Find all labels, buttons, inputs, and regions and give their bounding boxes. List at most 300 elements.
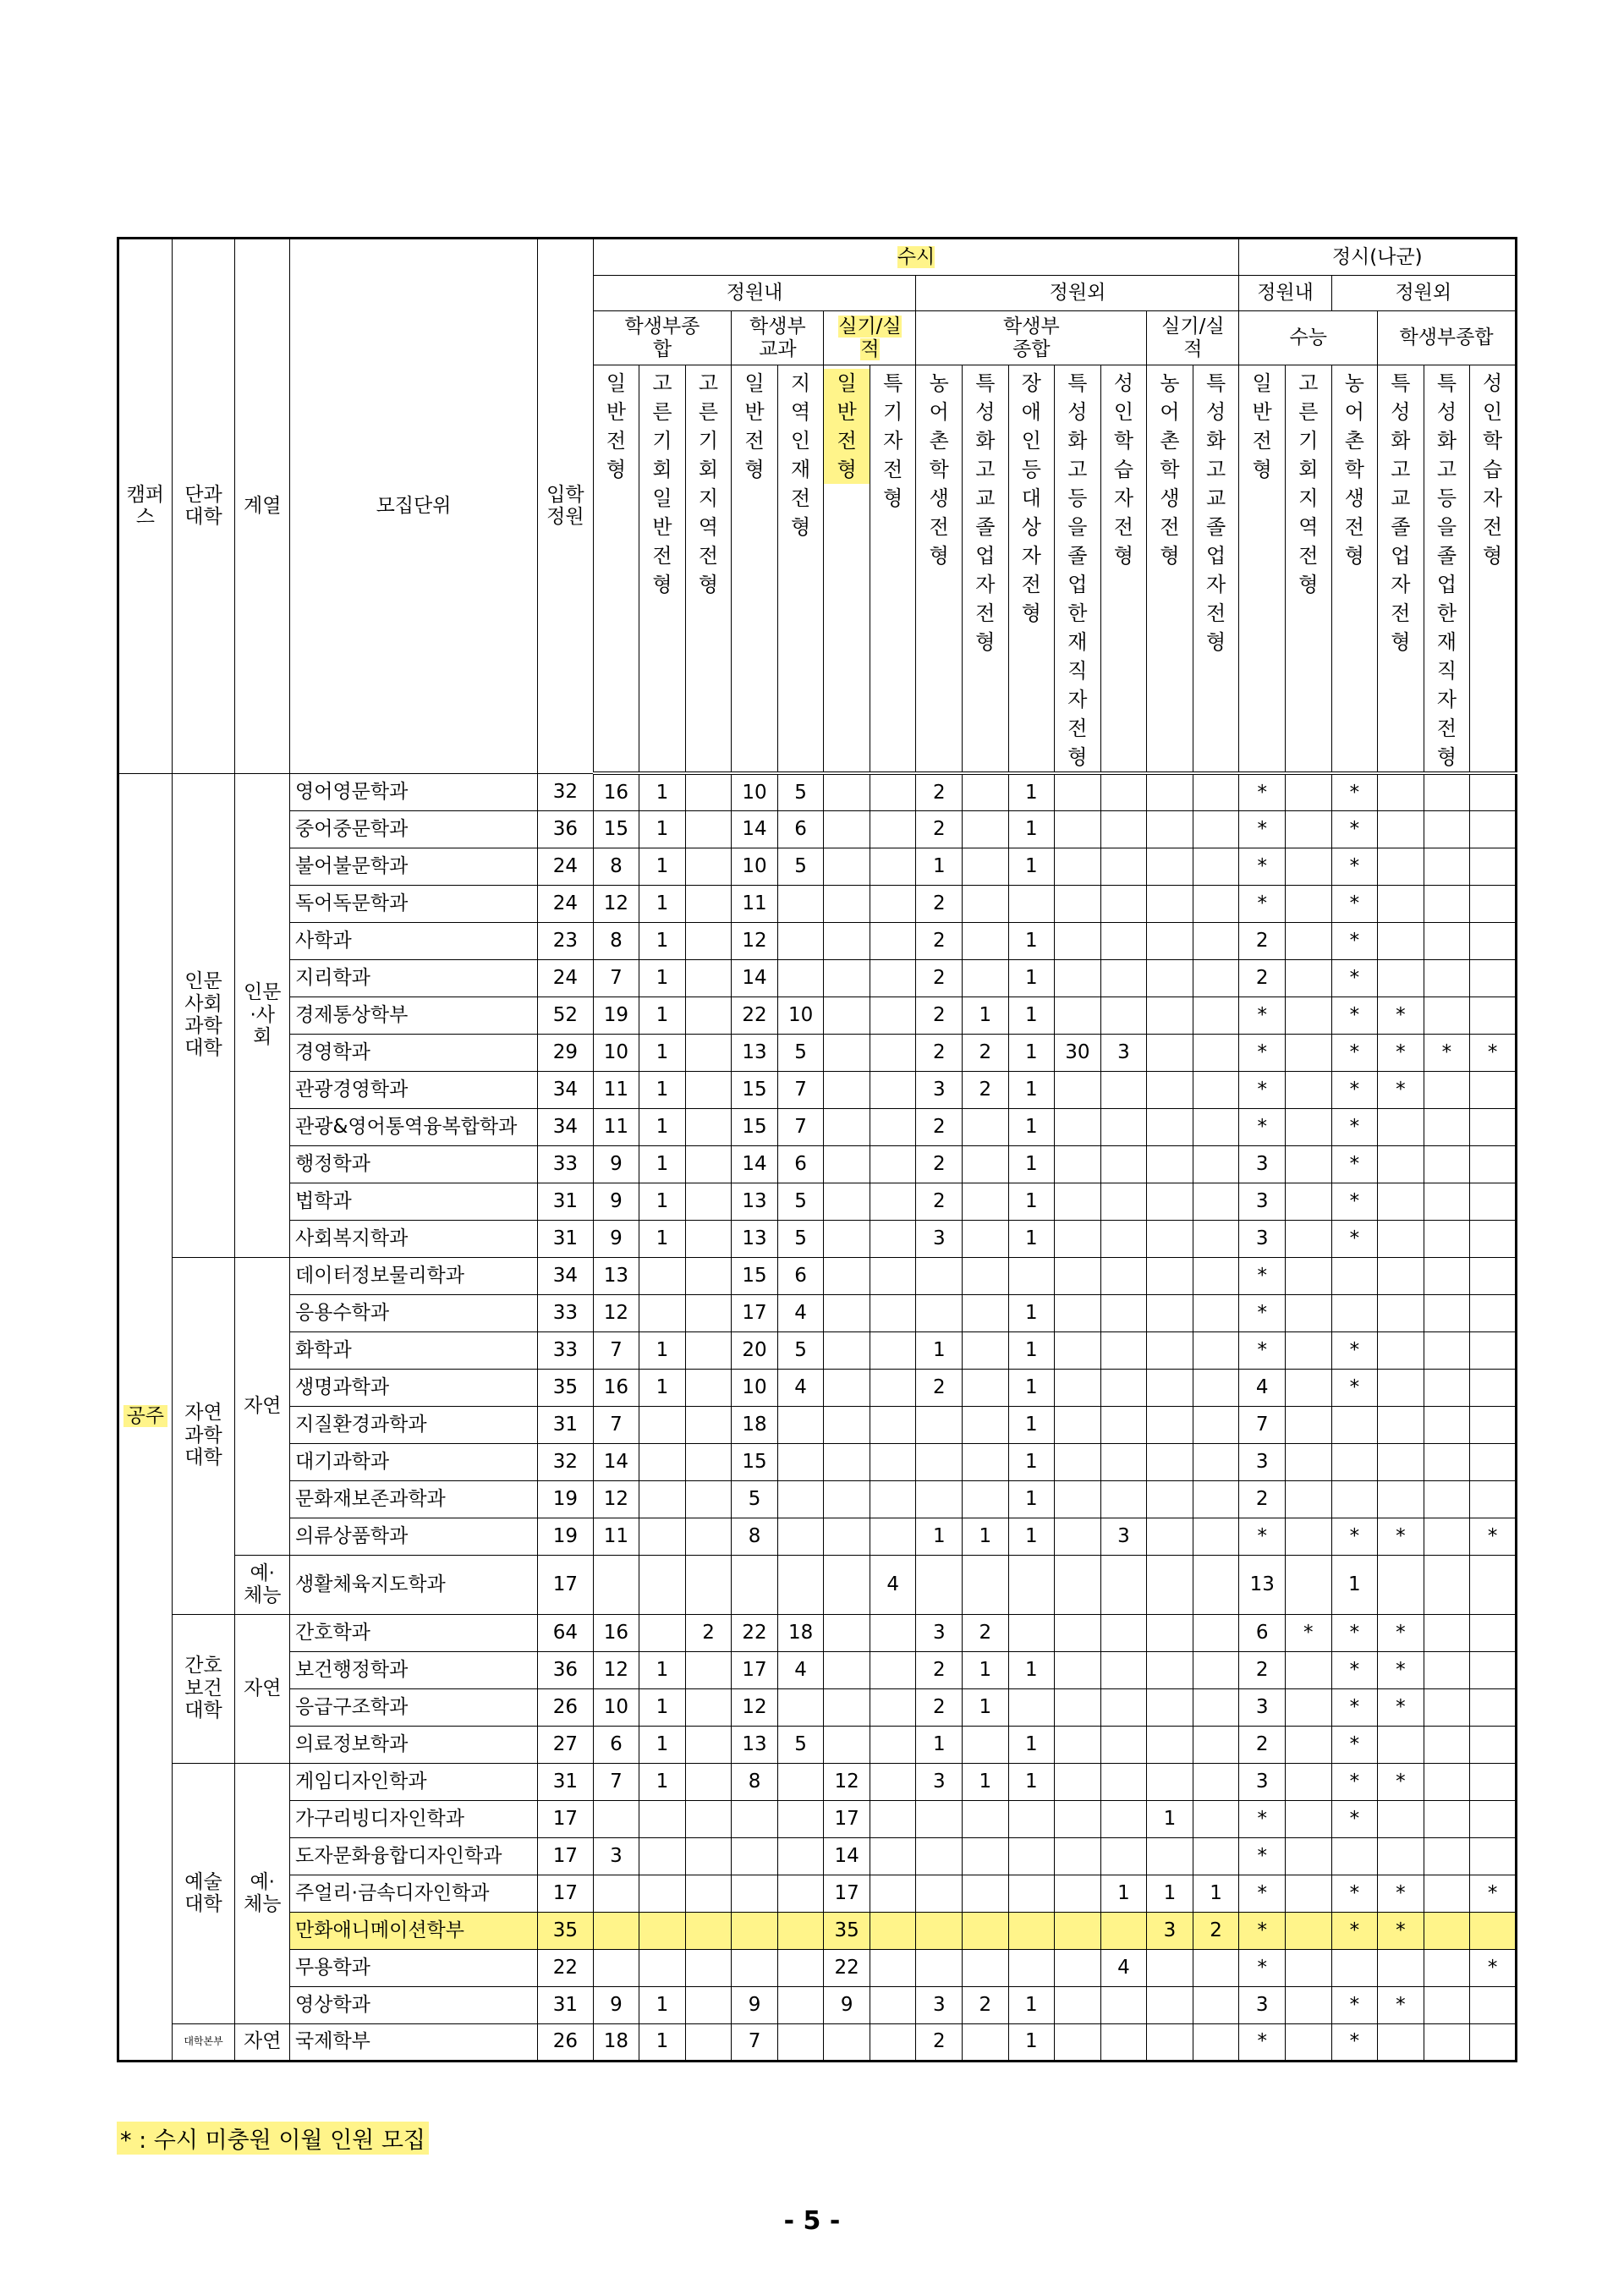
value-cell: 5 <box>777 1034 824 1071</box>
value-cell: 9 <box>593 1986 639 2023</box>
value-cell: 12 <box>824 1763 870 1800</box>
value-cell <box>1470 1220 1517 1257</box>
value-cell <box>1286 2023 1332 2061</box>
value-cell <box>685 1726 732 1763</box>
value-cell: 22 <box>732 1614 778 1651</box>
unit-name: 데이터정보물리학과 <box>290 1257 538 1294</box>
value-cell <box>1055 1651 1101 1688</box>
value-cell: 7 <box>593 1331 639 1369</box>
value-cell <box>639 1406 686 1443</box>
value-cell <box>685 1986 732 2023</box>
value-cell <box>1378 1369 1424 1406</box>
value-cell <box>1470 997 1517 1034</box>
value-cell: 4 <box>777 1294 824 1331</box>
value-cell <box>1147 1651 1193 1688</box>
value-cell <box>1378 2023 1424 2061</box>
value-cell: * <box>1331 1369 1378 1406</box>
value-cell: 13 <box>732 1183 778 1220</box>
value-cell: 1 <box>639 1220 686 1257</box>
value-cell <box>1055 1257 1101 1294</box>
value-cell <box>1378 1257 1424 1294</box>
table-row <box>118 1034 1517 1071</box>
value-cell: 1 <box>963 1651 1009 1688</box>
campus-name: 공주 <box>123 1405 167 1427</box>
value-cell <box>1193 1949 1239 1986</box>
value-cell: 2 <box>916 1034 963 1071</box>
value-cell: 2 <box>685 1614 732 1651</box>
value-cell: 1 <box>1193 1875 1239 1912</box>
value-cell <box>824 1518 870 1555</box>
value-cell <box>777 885 824 922</box>
value-cell <box>963 1912 1009 1949</box>
value-cell <box>685 1369 732 1406</box>
value-cell <box>1470 1108 1517 1145</box>
value-cell: 1 <box>1008 773 1055 810</box>
value-cell: 1 <box>1008 1220 1055 1257</box>
value-cell: 5 <box>777 848 824 885</box>
value-cell <box>1286 848 1332 885</box>
value-cell <box>870 1912 916 1949</box>
value-cell <box>777 1763 824 1800</box>
value-cell: * <box>1239 1294 1286 1331</box>
value-cell <box>870 773 916 810</box>
value-cell <box>1193 1406 1239 1443</box>
unit-name: 독어독문학과 <box>290 885 538 922</box>
value-cell <box>963 1220 1009 1257</box>
value-cell: * <box>1239 1800 1286 1837</box>
field-cell: 자연 <box>235 2023 290 2061</box>
value-cell <box>1331 1406 1378 1443</box>
table-row <box>118 1443 1517 1480</box>
value-cell <box>1055 1071 1101 1108</box>
value-cell: 14 <box>732 959 778 997</box>
value-cell <box>1470 1614 1517 1651</box>
quota-cell: 36 <box>538 810 594 848</box>
table-row <box>118 997 1517 1034</box>
value-cell: * <box>1331 1986 1378 2023</box>
value-cell <box>1286 1763 1332 1800</box>
quota-cell: 26 <box>538 1688 594 1726</box>
value-cell <box>824 810 870 848</box>
value-cell <box>1008 1912 1055 1949</box>
value-cell <box>685 810 732 848</box>
value-cell <box>1286 1986 1332 2023</box>
value-cell <box>1378 773 1424 810</box>
value-cell <box>777 1986 824 2023</box>
quota-header: 입학정원 <box>538 239 594 774</box>
table-row <box>118 810 1517 848</box>
value-cell: 1 <box>639 1331 686 1369</box>
value-cell: 2 <box>916 997 963 1034</box>
value-cell <box>1470 1406 1517 1443</box>
value-cell: 1 <box>1008 1294 1055 1331</box>
value-cell <box>1147 1369 1193 1406</box>
value-cell <box>1470 1651 1517 1688</box>
value-cell <box>824 2023 870 2061</box>
value-cell <box>1470 810 1517 848</box>
value-cell: 1 <box>1008 1726 1055 1763</box>
value-cell <box>685 997 732 1034</box>
value-cell <box>1424 885 1470 922</box>
value-cell <box>1286 1294 1332 1331</box>
value-cell <box>1193 1614 1239 1651</box>
value-cell <box>1378 885 1424 922</box>
value-cell: * <box>1239 2023 1286 2061</box>
value-cell <box>1100 1145 1147 1183</box>
value-cell <box>824 1331 870 1369</box>
value-cell <box>1055 1875 1101 1912</box>
value-cell: 15 <box>732 1257 778 1294</box>
value-cell <box>1378 922 1424 959</box>
value-cell <box>1055 1108 1101 1145</box>
unit-header: 모집단위 <box>290 239 538 774</box>
value-cell: 1 <box>916 848 963 885</box>
college-cell: 인문사회과학대학 <box>172 773 235 1257</box>
value-cell <box>1286 773 1332 810</box>
value-cell: 13 <box>732 1220 778 1257</box>
value-cell: 11 <box>732 885 778 922</box>
value-cell <box>1147 773 1193 810</box>
value-cell: 3 <box>1147 1912 1193 1949</box>
value-cell: 35 <box>824 1912 870 1949</box>
value-cell: 12 <box>593 885 639 922</box>
value-cell: 1 <box>963 1518 1009 1555</box>
value-cell: 1 <box>639 1688 686 1726</box>
table-row <box>118 1800 1517 1837</box>
value-cell: 3 <box>916 1220 963 1257</box>
value-cell <box>1378 848 1424 885</box>
value-cell <box>963 885 1009 922</box>
value-cell <box>1424 1183 1470 1220</box>
value-cell: 1 <box>1100 1875 1147 1912</box>
value-cell <box>1470 1726 1517 1763</box>
value-cell <box>1147 997 1193 1034</box>
value-cell <box>777 1875 824 1912</box>
value-cell: * <box>1378 1071 1424 1108</box>
value-cell <box>916 1949 963 1986</box>
value-cell <box>1378 1555 1424 1614</box>
unit-name: 대기과학과 <box>290 1443 538 1480</box>
value-cell <box>1100 1369 1147 1406</box>
quota-cell: 17 <box>538 1837 594 1875</box>
value-cell: 1 <box>639 1651 686 1688</box>
value-cell <box>1286 1949 1332 1986</box>
value-cell <box>1470 848 1517 885</box>
value-cell: 6 <box>593 1726 639 1763</box>
unit-name: 영어영문학과 <box>290 773 538 810</box>
table-row <box>118 848 1517 885</box>
value-cell <box>1147 1949 1193 1986</box>
value-cell <box>824 1257 870 1294</box>
value-cell: 2 <box>916 1688 963 1726</box>
footnote: * : 수시 미충원 이월 인원 모집 <box>117 2122 429 2155</box>
table-row <box>118 959 1517 997</box>
value-cell <box>1100 885 1147 922</box>
unit-name: 법학과 <box>290 1183 538 1220</box>
value-cell <box>1424 922 1470 959</box>
value-cell <box>1424 1257 1470 1294</box>
value-cell: 8 <box>732 1518 778 1555</box>
value-cell: * <box>1239 1071 1286 1108</box>
value-cell <box>1147 1837 1193 1875</box>
value-cell: 4 <box>777 1651 824 1688</box>
value-cell <box>777 1837 824 1875</box>
value-cell <box>685 1257 732 1294</box>
value-cell <box>1147 1257 1193 1294</box>
value-cell: 5 <box>732 1480 778 1518</box>
quota-cell: 19 <box>538 1480 594 1518</box>
value-cell <box>1193 1480 1239 1518</box>
table-row <box>118 1257 1517 1294</box>
value-cell <box>685 1145 732 1183</box>
value-cell <box>639 1837 686 1875</box>
value-cell: 1 <box>1008 1443 1055 1480</box>
value-cell <box>1470 959 1517 997</box>
value-cell <box>593 1949 639 1986</box>
value-cell <box>1147 1763 1193 1800</box>
value-cell: 2 <box>916 773 963 810</box>
group-silgi-label: 실기/실적 <box>838 316 902 360</box>
value-cell <box>916 1837 963 1875</box>
unit-name: 영상학과 <box>290 1986 538 2023</box>
value-cell: 22 <box>824 1949 870 1986</box>
table-row <box>118 773 1517 810</box>
quota-cell: 35 <box>538 1369 594 1406</box>
value-cell: 2 <box>916 1145 963 1183</box>
value-cell <box>963 1183 1009 1220</box>
value-cell <box>1008 1614 1055 1651</box>
value-cell <box>685 1294 732 1331</box>
value-cell <box>685 1034 732 1071</box>
value-cell: 3 <box>1239 1145 1286 1183</box>
value-cell: 2 <box>963 1034 1009 1071</box>
value-cell <box>1147 1555 1193 1614</box>
value-cell <box>1147 1294 1193 1331</box>
value-cell <box>1147 1071 1193 1108</box>
value-cell <box>1100 1651 1147 1688</box>
value-cell: * <box>1470 1518 1517 1555</box>
value-cell <box>1424 1145 1470 1183</box>
value-cell <box>870 959 916 997</box>
unit-name: 생활체육지도학과 <box>290 1555 538 1614</box>
value-cell <box>870 1875 916 1912</box>
value-cell: * <box>1331 922 1378 959</box>
value-cell: 3 <box>916 1071 963 1108</box>
value-cell: 1 <box>1008 1183 1055 1220</box>
value-cell <box>916 1406 963 1443</box>
value-cell: 12 <box>593 1480 639 1518</box>
value-cell: 3 <box>1239 1443 1286 1480</box>
value-cell <box>1193 959 1239 997</box>
value-cell <box>1055 848 1101 885</box>
value-cell <box>777 1443 824 1480</box>
value-cell <box>1008 1555 1055 1614</box>
value-cell <box>1147 1406 1193 1443</box>
value-cell: 9 <box>593 1145 639 1183</box>
value-cell: 13 <box>593 1257 639 1294</box>
value-cell <box>870 1688 916 1726</box>
value-cell <box>685 1518 732 1555</box>
value-cell <box>1331 1257 1378 1294</box>
value-cell: 4 <box>1100 1949 1147 1986</box>
field-cell: 인문·사회 <box>235 773 290 1257</box>
value-cell: 6 <box>1239 1614 1286 1651</box>
value-cell <box>870 1183 916 1220</box>
value-cell <box>1378 1294 1424 1331</box>
value-cell <box>1100 922 1147 959</box>
value-cell <box>824 1034 870 1071</box>
value-cell <box>963 1145 1009 1183</box>
value-cell <box>1193 1688 1239 1726</box>
value-cell: * <box>1331 1145 1378 1183</box>
value-cell <box>1055 1555 1101 1614</box>
value-cell <box>1470 1763 1517 1800</box>
value-cell: 1 <box>639 922 686 959</box>
value-cell <box>1055 1763 1101 1800</box>
value-cell <box>1470 1688 1517 1726</box>
value-cell: 4 <box>870 1555 916 1614</box>
table-row <box>118 1220 1517 1257</box>
value-cell <box>1193 1518 1239 1555</box>
value-cell <box>1147 1986 1193 2023</box>
value-cell <box>824 1614 870 1651</box>
value-cell <box>1100 810 1147 848</box>
value-cell <box>685 1651 732 1688</box>
quota-cell: 24 <box>538 848 594 885</box>
value-cell <box>685 1406 732 1443</box>
value-cell <box>1100 1294 1147 1331</box>
value-cell <box>732 1837 778 1875</box>
value-cell: 12 <box>732 922 778 959</box>
subtype-header-0: 일 반 전 형 <box>593 365 639 774</box>
value-cell <box>824 922 870 959</box>
value-cell <box>1424 997 1470 1034</box>
table-row <box>118 1763 1517 1800</box>
value-cell: 14 <box>824 1837 870 1875</box>
value-cell: 9 <box>824 1986 870 2023</box>
value-cell <box>1378 1837 1424 1875</box>
value-cell <box>1193 1183 1239 1220</box>
value-cell <box>870 1443 916 1480</box>
value-cell <box>1055 1369 1101 1406</box>
value-cell: 1 <box>963 1688 1009 1726</box>
value-cell <box>916 1480 963 1518</box>
value-cell: 1 <box>1008 2023 1055 2061</box>
value-cell <box>1378 1220 1424 1257</box>
value-cell <box>732 1875 778 1912</box>
value-cell <box>870 997 916 1034</box>
value-cell <box>1100 1071 1147 1108</box>
unit-name: 중어중문학과 <box>290 810 538 848</box>
value-cell <box>1286 997 1332 1034</box>
value-cell: 10 <box>593 1034 639 1071</box>
value-cell: * <box>1331 1518 1378 1555</box>
value-cell <box>1193 1034 1239 1071</box>
unit-name: 문화재보존과학과 <box>290 1480 538 1518</box>
value-cell <box>1470 1912 1517 1949</box>
value-cell: 1 <box>1008 810 1055 848</box>
value-cell <box>870 1726 916 1763</box>
value-cell: 12 <box>593 1651 639 1688</box>
value-cell <box>777 1912 824 1949</box>
value-cell <box>824 1183 870 1220</box>
value-cell: * <box>1239 1837 1286 1875</box>
value-cell <box>1008 1837 1055 1875</box>
value-cell: 17 <box>824 1800 870 1837</box>
value-cell: 2 <box>963 1986 1009 2023</box>
value-cell <box>1424 1555 1470 1614</box>
value-cell <box>1193 1763 1239 1800</box>
quota-cell: 31 <box>538 1986 594 2023</box>
value-cell <box>1470 1294 1517 1331</box>
value-cell <box>1286 1518 1332 1555</box>
value-cell <box>1378 1443 1424 1480</box>
value-cell: 2 <box>916 810 963 848</box>
value-cell <box>870 810 916 848</box>
quota-cell: 26 <box>538 2023 594 2061</box>
field-cell: 예·체능 <box>235 1555 290 1614</box>
quota-cell: 36 <box>538 1651 594 1688</box>
value-cell: 12 <box>732 1688 778 1726</box>
value-cell: 10 <box>732 773 778 810</box>
value-cell <box>963 1331 1009 1369</box>
value-cell <box>1100 1108 1147 1145</box>
value-cell: 1 <box>639 773 686 810</box>
value-cell <box>870 1837 916 1875</box>
value-cell <box>1008 1875 1055 1912</box>
value-cell: 18 <box>777 1614 824 1651</box>
value-cell <box>1008 1257 1055 1294</box>
value-cell <box>1470 1837 1517 1875</box>
value-cell <box>639 1443 686 1480</box>
value-cell <box>1193 810 1239 848</box>
value-cell: 10 <box>593 1688 639 1726</box>
unit-name: 화학과 <box>290 1331 538 1369</box>
value-cell <box>963 1726 1009 1763</box>
susi-label: 수시 <box>897 245 935 268</box>
value-cell <box>777 1406 824 1443</box>
value-cell: 7 <box>593 959 639 997</box>
value-cell: 19 <box>593 997 639 1034</box>
unit-name: 의류상품학과 <box>290 1518 538 1555</box>
value-cell <box>1286 885 1332 922</box>
value-cell: 14 <box>732 1145 778 1183</box>
value-cell: 1 <box>1008 1034 1055 1071</box>
value-cell: * <box>1331 885 1378 922</box>
value-cell <box>824 1688 870 1726</box>
value-cell: 1 <box>1008 997 1055 1034</box>
value-cell <box>1470 922 1517 959</box>
value-cell <box>1424 1331 1470 1369</box>
subtype-header-11: 성 인 학 습 자 전 형 <box>1100 365 1147 774</box>
value-cell: * <box>1331 773 1378 810</box>
value-cell: 3 <box>1239 1220 1286 1257</box>
quota-cell: 33 <box>538 1145 594 1183</box>
value-cell <box>963 922 1009 959</box>
value-cell <box>1055 1837 1101 1875</box>
value-cell: 1 <box>1008 1369 1055 1406</box>
value-cell <box>1470 1443 1517 1480</box>
value-cell <box>1055 1688 1101 1726</box>
value-cell <box>1193 773 1239 810</box>
table-row <box>118 1912 1517 1949</box>
value-cell: * <box>1378 997 1424 1034</box>
value-cell <box>1193 1443 1239 1480</box>
value-cell <box>824 1443 870 1480</box>
value-cell <box>1424 1688 1470 1726</box>
value-cell <box>1193 1108 1239 1145</box>
value-cell <box>824 1071 870 1108</box>
